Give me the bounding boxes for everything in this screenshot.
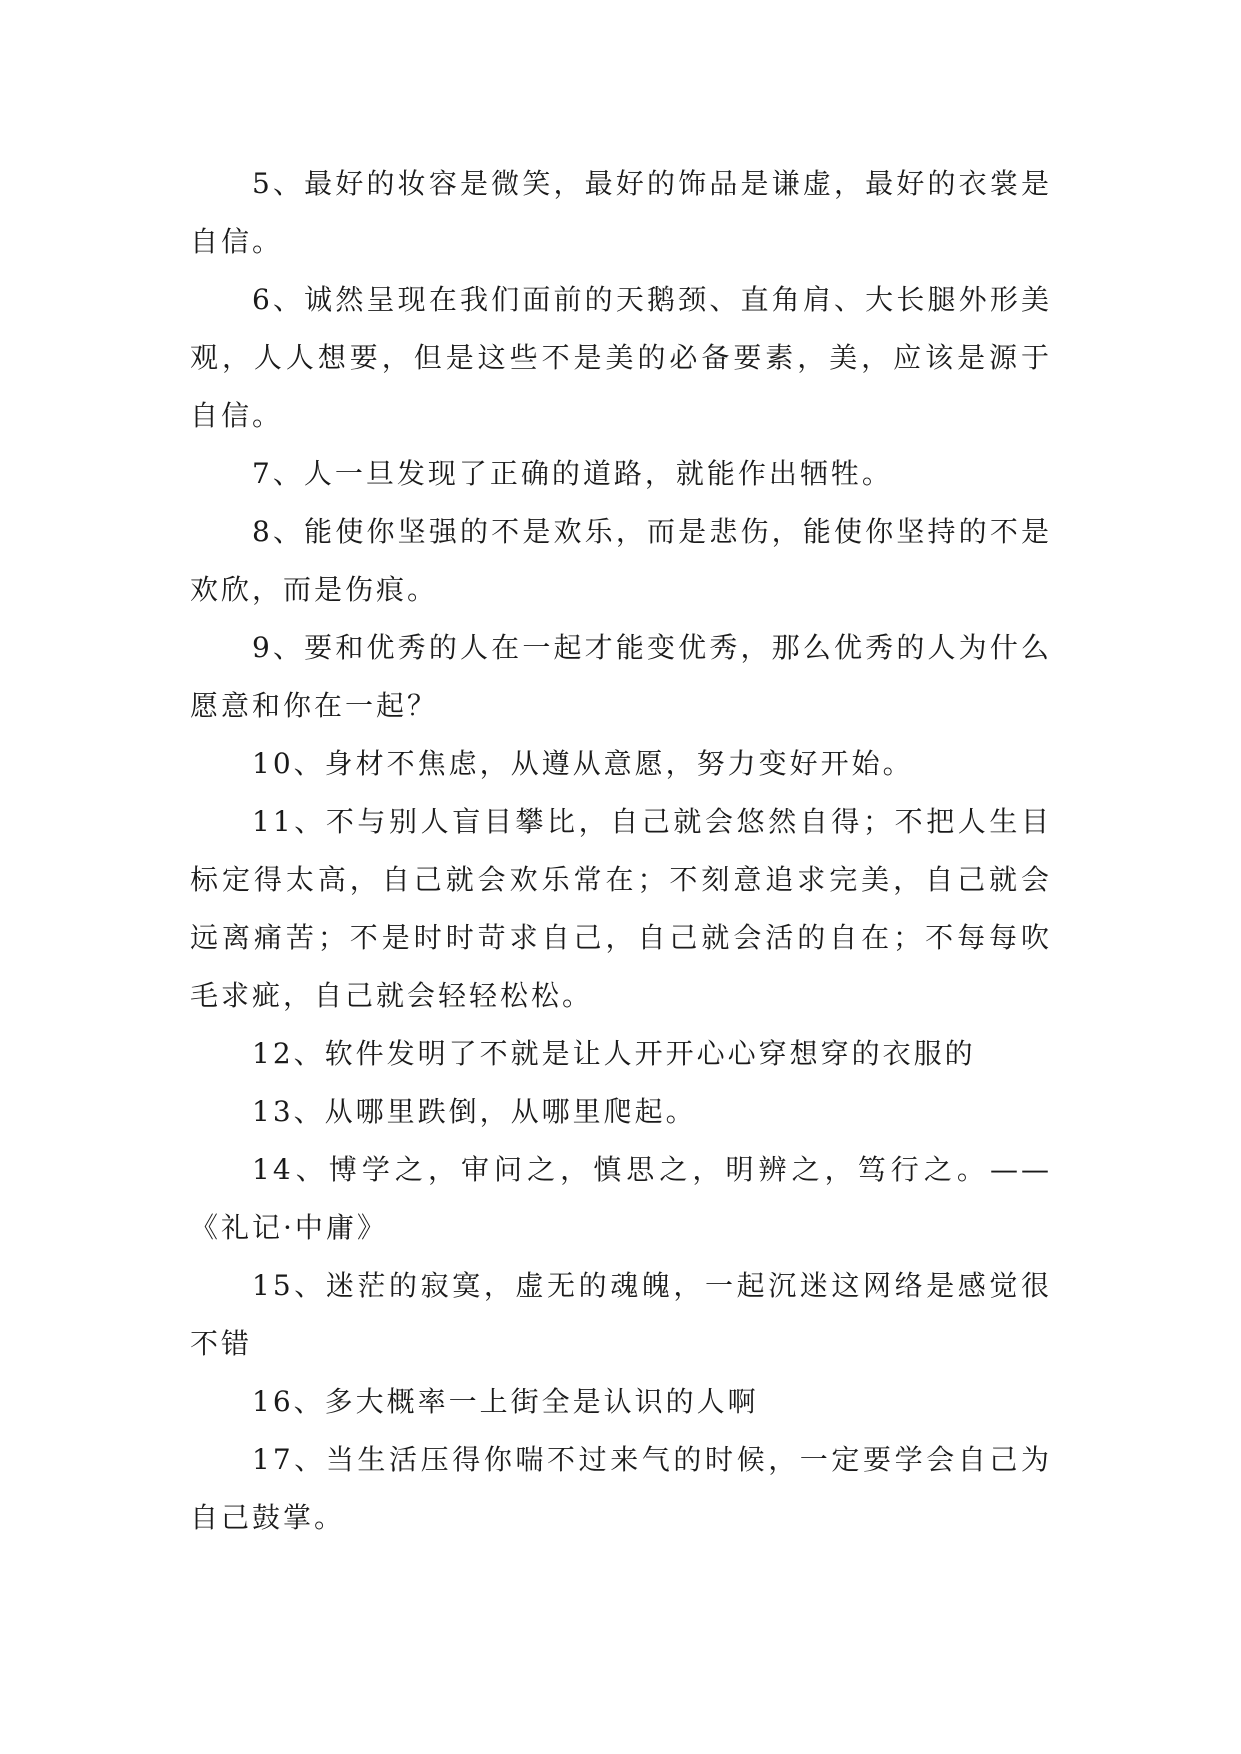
quote-paragraph-5: 5、最好的妆容是微笑，最好的饰品是谦虚，最好的衣裳是自信。 [190, 167, 1052, 258]
quote-paragraph-15: 15、迷茫的寂寞，虚无的魂魄，一起沉迷这网络是感觉很不错 [190, 1269, 1052, 1360]
quote-paragraph-17: 17、当生活压得你喘不过来气的时候，一定要学会自己为自己鼓掌。 [190, 1443, 1052, 1534]
quote-paragraph-9: 9、要和优秀的人在一起才能变优秀，那么优秀的人为什么愿意和你在一起？ [190, 631, 1052, 722]
quote-paragraph-8: 8、能使你坚强的不是欢乐，而是悲伤，能使你坚持的不是欢欣，而是伤痕。 [190, 515, 1052, 606]
quote-paragraph-7: 7、人一旦发现了正确的道路，就能作出牺牲。 [252, 457, 893, 490]
quote-paragraph-13: 13、从哪里跌倒，从哪里爬起。 [252, 1095, 697, 1128]
quote-paragraph-12: 12、软件发明了不就是让人开开心心穿想穿的衣服的 [252, 1037, 976, 1070]
quote-paragraph-11: 11、不与别人盲目攀比，自己就会悠然自得；不把人生目标定得太高，自己就会欢乐常在；不刻意追求完美，自己就会远离痛苦；不是时时苛求自己，自己就会活的自在；不每每吹毛求疵，自己就会轻轻松松。 [190, 805, 1052, 1012]
quote-paragraph-10: 10、身材不焦虑，从遵从意愿，努力变好开始。 [252, 747, 914, 780]
quote-paragraph-16: 16、多大概率一上街全是认识的人啊 [252, 1385, 759, 1418]
quote-paragraph-6: 6、诚然呈现在我们面前的天鹅颈、直角肩、大长腿外形美观，人人想要，但是这些不是美的必备要素，美，应该是源于自信。 [190, 283, 1052, 432]
document-body [190, 155, 1052, 1547]
quote-paragraph-14: 14、博学之，审问之，慎思之，明辨之，笃行之。——《礼记·中庸》 [190, 1153, 1052, 1244]
